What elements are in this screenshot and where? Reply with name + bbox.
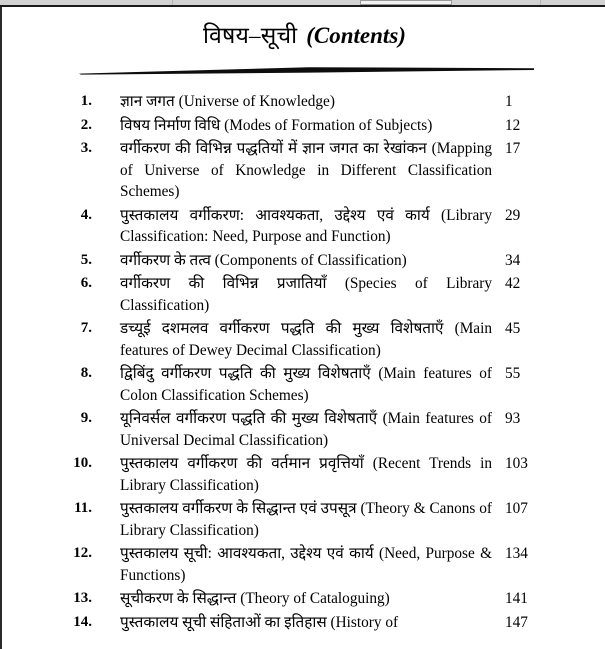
toc-entry-page-number: 141 [505, 590, 528, 607]
toc-entry-number: 2. [80, 116, 92, 133]
toc-entry[interactable] [2, 273, 605, 316]
toc-entry-title [120, 363, 492, 406]
toc-entry-title-english: (History of [330, 613, 399, 631]
toc-entry-number: 7. [80, 320, 92, 336]
toc-entry-title-hindi: ज्ञान जगत [120, 93, 175, 110]
toc-entry-number: 1. [80, 93, 92, 109]
toc-entry-title-english: (Need, Purpose & Functions) [120, 545, 493, 584]
toc-entry-title-english: (Main features of Dewey Decimal Classification) [120, 320, 492, 359]
table-of-contents [2, 91, 605, 635]
toc-entry-title [120, 205, 492, 248]
toc-entry-title [120, 588, 492, 610]
toc-entry-number: 12. [73, 545, 92, 561]
toc-entry-title-english: (Theory of Cataloguing) [240, 590, 390, 607]
page-title-hindi: विषय–सूची [203, 23, 298, 48]
toc-entry-title-hindi: पुस्तकालय वर्गीकरण की वर्तमान प्रवृत्तियाँ [120, 455, 364, 472]
toc-entry-title [120, 250, 492, 272]
toc-entry[interactable] [2, 588, 605, 610]
toc-entry-number: 4. [80, 206, 92, 223]
toc-entry-title [120, 498, 492, 541]
toc-entry-page-number: 45 [505, 320, 521, 337]
toc-entry-number: 10. [73, 455, 92, 471]
toc-entry-page-number: 103 [505, 455, 528, 472]
toolbar-field-1[interactable] [360, 0, 452, 5]
toc-entry-title [120, 543, 492, 586]
toc-entry-title-hindi: वर्गीकरण की विभिन्न पद्धतियों में ज्ञान जगत का रेखांकन [120, 140, 427, 157]
toc-entry-title-english: (Theory & Canons of Library Classification) [120, 500, 493, 539]
toc-entry-page-number: 12 [505, 116, 521, 134]
toc-entry-title-english: (Universe of Knowledge) [178, 93, 335, 110]
document-page [0, 7, 605, 649]
toc-entry[interactable] [2, 250, 605, 272]
toc-entry[interactable] [2, 363, 605, 406]
toc-entry-page-number: 34 [505, 251, 521, 269]
toc-entry-title-english: (Main features of Universal Decimal Classification) [120, 410, 493, 449]
toc-entry-title-hindi: वर्गीकरण की विभिन्न प्रजातियाँ [120, 275, 327, 292]
toc-entry-title [120, 453, 492, 496]
toc-entry-number: 11. [74, 500, 92, 516]
toc-entry[interactable] [2, 115, 605, 137]
toolbar-separator-1 [172, 0, 173, 5]
toc-entry-page-number: 42 [505, 275, 521, 292]
app-toolbar [0, 0, 605, 7]
toc-entry[interactable] [2, 498, 605, 541]
toc-entry[interactable] [2, 453, 605, 496]
toc-entry-page-number: 134 [505, 545, 528, 562]
toc-entry-title [120, 273, 492, 316]
toc-entry-title-english: (Mapping of Universe of Knowledge in Different Classification Schemes) [120, 140, 492, 200]
toc-entry-number: 9. [80, 410, 92, 426]
toc-entry-page-number: 147 [505, 613, 528, 631]
toc-entry-number: 6. [80, 275, 92, 291]
page-title-english: (Contents) [306, 23, 406, 48]
toc-entry-title [120, 612, 492, 634]
toc-entry-title-hindi: पुस्तकालय सूची संहिताओं का इतिहास [120, 613, 327, 631]
toc-entry-page-number: 93 [505, 410, 521, 427]
toc-entry-page-number: 55 [505, 365, 521, 382]
toc-entry-number: 3. [80, 140, 92, 156]
page-title [2, 21, 605, 51]
toc-entry-title [120, 408, 492, 451]
toc-entry[interactable] [2, 543, 605, 586]
toc-entry[interactable] [2, 138, 605, 203]
toc-entry-title-english: (Library Classification: Need, Purpose and Function) [120, 206, 492, 245]
toc-entry-page-number: 17 [505, 140, 521, 157]
toc-entry-title [120, 91, 492, 113]
toc-entry[interactable] [2, 91, 605, 113]
toolbar-separator-2 [540, 0, 541, 5]
toc-entry-title-english: (Components of Classification) [214, 251, 407, 269]
toc-entry-title-english: (Recent Trends in Library Classification) [120, 455, 492, 494]
toc-entry-number: 8. [80, 365, 92, 381]
toc-entry-title-hindi: विषय निर्माण विधि [120, 116, 221, 134]
toc-entry-title-hindi: द्विबिंदु वर्गीकरण पद्धति की मुख्य विशेषताएँ [120, 365, 371, 382]
decorative-divider [79, 64, 534, 77]
toc-entry-title-english: (Main features of Colon Classification Schemes) [120, 365, 492, 404]
toc-entry-title-hindi: पुस्तकालय वर्गीकरण: आवश्यकता, उद्देश्य एवं कार्य [120, 206, 430, 224]
toc-entry-title-hindi: डच्यूई दशमलव वर्गीकरण पद्धति की मुख्य विशेषताएँ [120, 320, 444, 337]
toc-entry-title [120, 318, 492, 361]
toc-entry[interactable] [2, 612, 605, 634]
toc-entry[interactable] [2, 318, 605, 361]
toc-entry[interactable] [2, 205, 605, 248]
toc-entry-title-hindi: वर्गीकरण के तत्व [120, 251, 211, 269]
toc-entry-title-hindi: पुस्तकालय वर्गीकरण के सिद्धान्त एवं उपसूत्र [120, 500, 357, 517]
toc-entry-title-hindi: सूचीकरण के सिद्धान्त [120, 590, 237, 607]
toc-entry[interactable] [2, 408, 605, 451]
toc-entry-number: 14. [73, 613, 92, 630]
toc-entry-title [120, 115, 492, 137]
toc-entry-number: 5. [80, 251, 92, 268]
toc-entry-title-hindi: पुस्तकालय सूची: आवश्यकता, उद्देश्य एवं कार्य [120, 545, 374, 562]
toc-entry-page-number: 1 [505, 93, 513, 110]
toc-entry-page-number: 29 [505, 206, 521, 224]
toc-entry-title [120, 138, 492, 203]
toc-entry-title-hindi: यूनिवर्सल वर्गीकरण पद्धति की मुख्य विशेषताएँ [120, 410, 378, 427]
toc-entry-number: 13. [73, 590, 92, 606]
toc-entry-page-number: 107 [505, 500, 528, 517]
toc-entry-title-english: (Species of Library Classification) [120, 275, 492, 314]
toc-entry-title-english: (Modes of Formation of Subjects) [224, 116, 433, 134]
